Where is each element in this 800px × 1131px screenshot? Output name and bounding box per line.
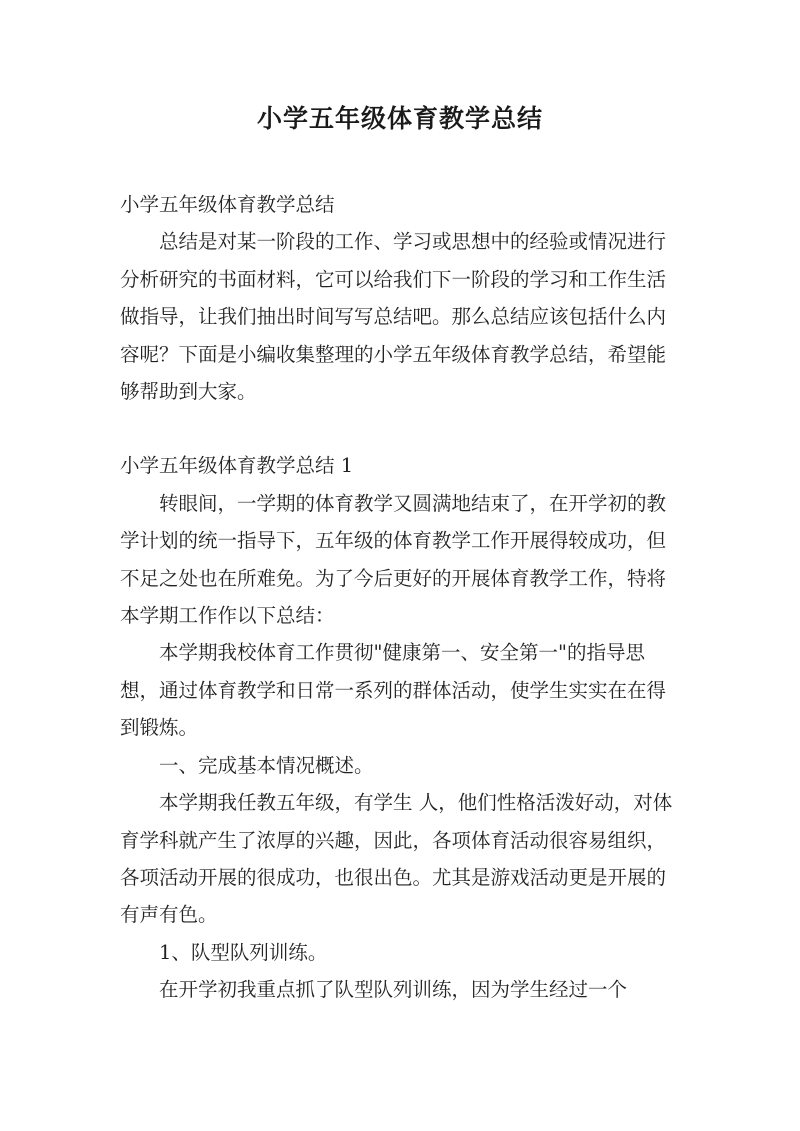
section-spacer bbox=[120, 410, 680, 447]
paragraph-3-subheading: 一、完成基本情况概述。 bbox=[159, 753, 374, 777]
document-title: 小学五年级体育教学总结 bbox=[256, 104, 543, 133]
paragraph-2: 本学期我校体育工作贯彻"健康第一、安全第一"的指导思想，通过体育教学和日常一系列的群体活动，使学生实实在在得到锻炼。 bbox=[120, 641, 667, 740]
intro-paragraph: 总结是对某一阶段的工作、学习或思想中的经验或情况进行分析研究的书面材料，它可以给我们下一阶段的学习和工作生活做指导，让我们抽出时间写写总结吧。那么总结应该包括什么内容呢？下面是小编收集整理的小学五年级体育教学总结，希望能够帮助到大家。 bbox=[120, 230, 667, 404]
paragraph-1: 转眼间，一学期的体育教学又圆满地结束了，在开学初的教学计划的统一指导下，五年级的体育教学工作开展得较成功，但不足之处也在所难免。为了今后更好的开展体育教学工作，特将本学期工作作以下总结： bbox=[120, 491, 667, 628]
document-body bbox=[120, 186, 680, 1009]
paragraph-4: 本学期我任教五年级，有学生 人，他们性格活泼好动，对体育学科就产生了浓厚的兴趣，因此，各项体育活动很容易组织，各项活动开展的很成功，也很出色。尤其是游戏活动更是开展的有声有色。 bbox=[120, 791, 673, 927]
paragraph-6: 在开学初我重点抓了队型队列训练，因为学生经过一个 bbox=[159, 978, 628, 1002]
paragraph-5-subheading: 1、队型队列训练。 bbox=[159, 940, 328, 964]
section-1-heading: 小学五年级体育教学总结 1 bbox=[120, 454, 354, 478]
intro-heading: 小学五年级体育教学总结 bbox=[120, 193, 335, 216]
